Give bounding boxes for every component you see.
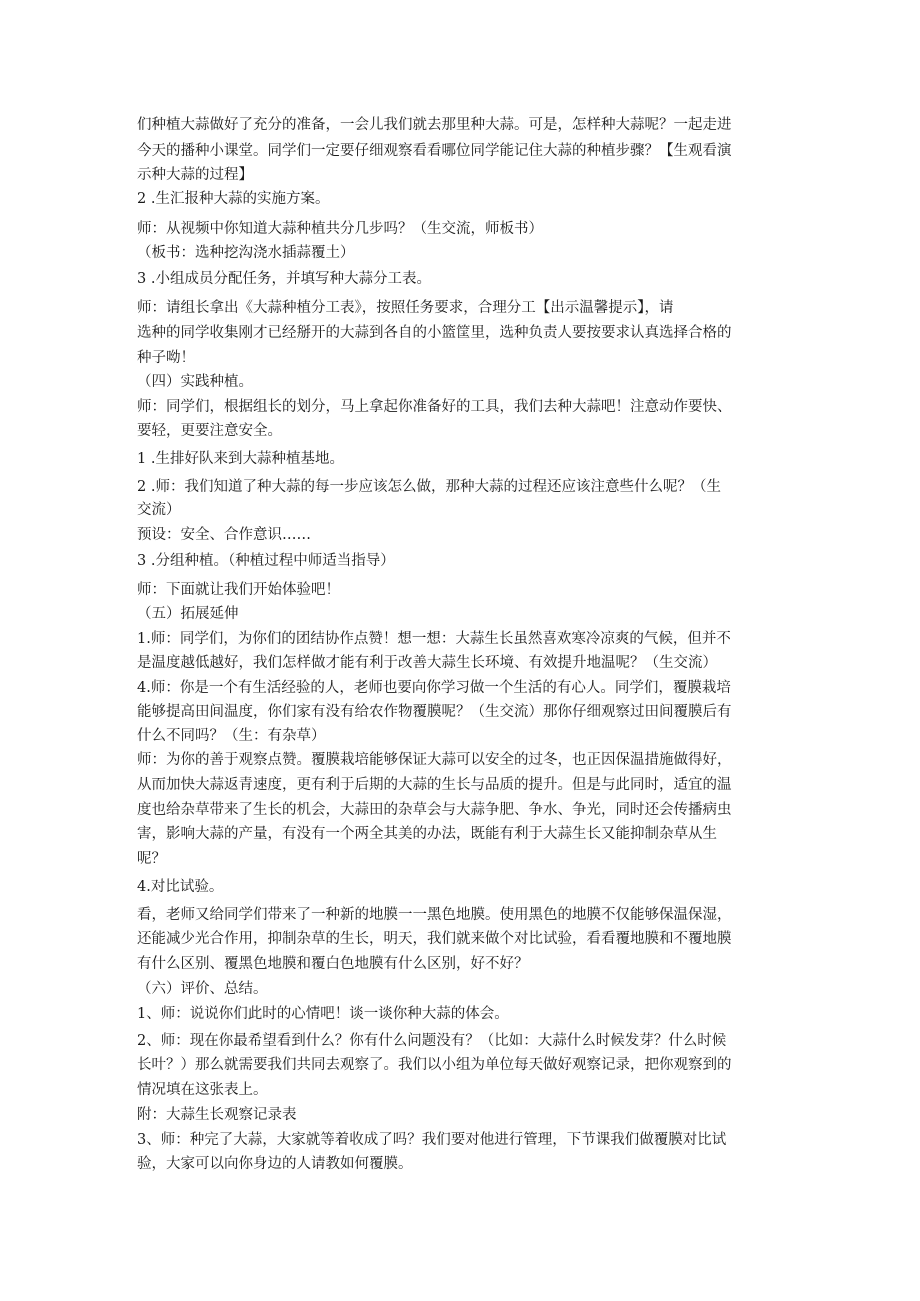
text-line: 1、师：说说你们此时的心情吧！谈一谈你种大蒜的体会。: [137, 1006, 509, 1022]
text-line: （六）评价、总结。: [137, 981, 268, 997]
text-line: 3 .分组种植。（种植过程中师适当指导）: [137, 553, 395, 569]
text-line: 2 .师：我们知道了种大蒜的每一步应该怎么做，那种大蒜的过程还应该注意些什么呢？（生: [137, 479, 721, 495]
text-line: 能够提高田间温度，你们家有没有给农作物覆膜呢？（生交流）那你仔细观察过田间覆膜后有: [137, 704, 732, 720]
text-line: 交流）: [137, 502, 181, 518]
text-line: 师：同学们，根据组长的划分，马上拿起你准备好的工具，我们去种大蒜吧！注意动作要快、: [137, 399, 732, 415]
text-line: 示种大蒜的过程】: [137, 167, 253, 183]
text-line: 是温度越低越好，我们怎样做才能有利于改善大蒜生长环境、有效提升地温呢？（生交流）: [137, 655, 717, 671]
text-line: 师：请组长拿出《大蒜种植分工表》，按照任务要求，合理分工【出示温馨提示】，请: [137, 300, 674, 316]
text-line: 种子呦！: [137, 350, 195, 366]
text-line: 3 .小组成员分配任务，并填写种大蒜分工表。: [137, 271, 431, 287]
text-line: 情况填在这张表上。: [137, 1082, 268, 1098]
text-line: 害，影响大蒜的产量，有没有一个两全其美的办法，既能有利于大蒜生长又能抑制杂草从生: [137, 826, 717, 842]
text-line: （五）拓展延伸: [137, 606, 239, 622]
text-line: 3、师：种完了大蒜，大家就等着收成了吗？我们要对他进行管理，下节课我们做覆膜对比试: [137, 1132, 727, 1148]
text-line: 度也给杂草带来了生长的机会，大蒜田的杂草会与大蒜争肥、争水、争光，同时还会传播病虫: [137, 802, 732, 818]
text-line: 今天的播种小课堂。同学们一定要仔细观察看看哪位同学能记住大蒜的种植步骤？【生观看演: [137, 143, 732, 159]
text-line: （四）实践种植。: [137, 374, 253, 390]
text-line: 2、师：现在你最希望看到什么？你有什么问题没有？（比如：大蒜什么时候发芽？什么时候: [137, 1033, 727, 1049]
text-line: 还能减少光合作用，抑制杂草的生长，明天，我们就来做个对比试验，看看覆地膜和不覆地膜: [137, 931, 732, 947]
text-line: 师：从视频中你知道大蒜种植共分几步吗？（生交流，师板书）: [137, 221, 543, 237]
text-line: 4.对比试验。: [137, 879, 224, 895]
text-line: 附：大蒜生长观察记录表: [137, 1107, 297, 1123]
text-line: 呢？: [137, 851, 166, 867]
text-line: 师：为你的善于观察点赞。覆膜栽培能够保证大蒜可以安全的过冬，也正因保温措施做得好，: [137, 752, 732, 768]
text-line: 们种植大蒜做好了充分的准备，一会儿我们就去那里种大蒜。可是，怎样种大蒜呢？一起走进: [137, 117, 732, 133]
text-line: 有什么区别、覆黑色地膜和覆白色地膜有什么区别，好不好？: [137, 956, 529, 972]
text-line: 2 .生汇报种大蒜的实施方案。: [137, 191, 330, 207]
text-line: 4.师：你是一个有生活经验的人，老师也要向你学习做一个生活的有心人。同学们，覆膜栽培: [137, 680, 731, 696]
text-line: 选种的同学收集刚才已经掰开的大蒜到各自的小篮筐里，选种负责人要按要求认真选择合格的: [137, 325, 732, 341]
text-line: 从而加快大蒜返青速度，更有利于后期的大蒜的生长与品质的提升。但是与此同时，适宜的温: [137, 777, 732, 793]
text-line: （板书：选种挖沟浇水插蒜覆土）: [137, 245, 355, 261]
text-line: 1 .生排好队来到大蒜种植基地。: [137, 451, 344, 467]
text-line: 1.师：同学们，为你们的团结协作点赞！想一想：大蒜生长虽然喜欢寒冷凉爽的气候，但并不: [137, 631, 731, 647]
text-line: 什么不同吗？（生：有杂草）: [137, 728, 326, 744]
text-line: 长叶？）那么就需要我们共同去观察了。我们以小组为单位每天做好观察记录，把你观察到的: [137, 1057, 732, 1073]
text-line: 预设：安全、合作意识……: [137, 527, 311, 543]
text-line: 师：下面就让我们开始体验吧！: [137, 582, 340, 598]
text-line: 看，老师又给同学们带来了一种新的地膜一一黑色地膜。使用黑色的地膜不仅能够保温保湿，: [137, 907, 732, 923]
text-line: 要轻，更要注意安全。: [137, 423, 282, 439]
text-line: 验，大家可以向你身边的人请教如何覆膜。: [137, 1156, 413, 1172]
